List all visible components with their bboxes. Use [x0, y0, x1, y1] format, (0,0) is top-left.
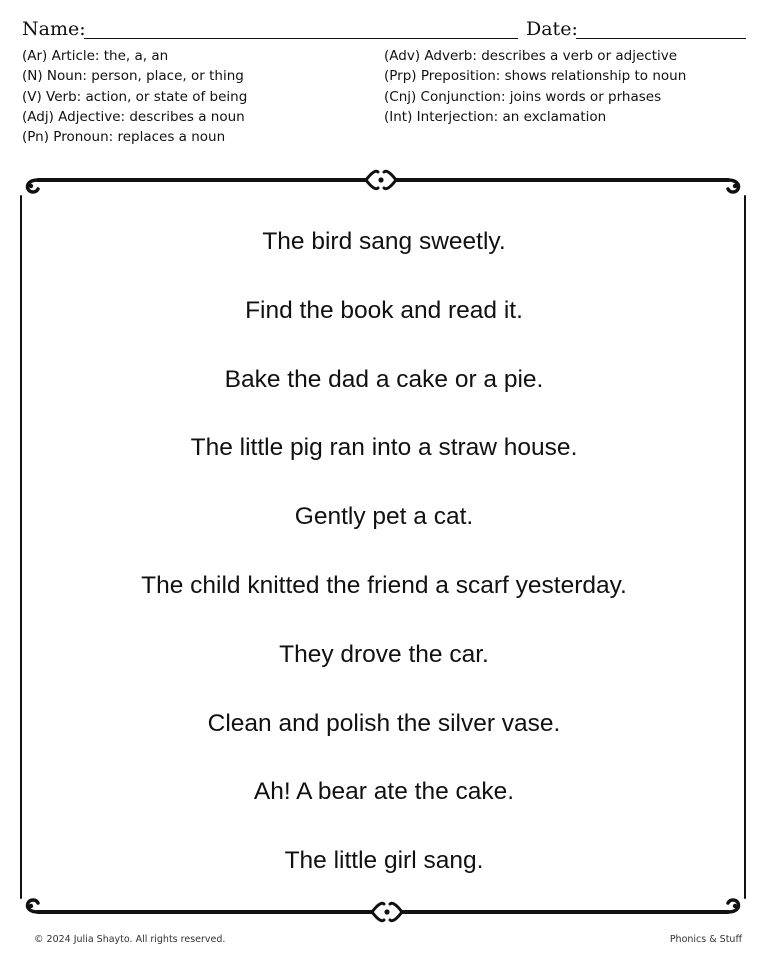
footer-copyright: © 2024 Julia Shayto. All rights reserved.: [34, 934, 226, 945]
sentence: The little pig ran into a straw house.: [190, 434, 578, 462]
legend-item-verb: (V) Verb: action, or state of being: [22, 88, 248, 105]
legend-item-article: (Ar) Article: the, a, an: [22, 48, 169, 64]
legend-item-interjection: (Int) Interjection: an exclamation: [384, 108, 607, 125]
sentence: The bird sang sweetly.: [262, 228, 506, 255]
sentence: Gently pet a cat.: [294, 503, 474, 531]
sentence: The little girl sang.: [284, 847, 484, 875]
legend-item-noun: (N) Noun: person, place, or thing: [22, 68, 244, 85]
legend-item-adjective: (Adj) Adjective: describes a noun: [22, 108, 245, 125]
sentence: Clean and polish the silver vase.: [207, 709, 561, 737]
sentence: Find the book and read it.: [245, 296, 523, 324]
footer-brand: Phonics & Stuff: [669, 934, 742, 945]
sentence-list: [40, 220, 728, 908]
name-label: Name:: [22, 18, 86, 40]
legend-item-preposition: (Prp) Preposition: shows relationship to noun: [384, 68, 687, 85]
sentence: The child knitted the friend a scarf yesterday.: [141, 571, 627, 599]
date-label: Date:: [526, 18, 578, 40]
sentence: Bake the dad a cake or a pie.: [224, 365, 544, 393]
legend-item-conjunction: (Cnj) Conjunction: joins words or prhases: [384, 88, 662, 105]
sentence: They drove the car.: [279, 640, 489, 668]
legend-item-adverb: (Adv) Adverb: describes a verb or adjective: [384, 48, 678, 64]
legend-item-pronoun: (Pn) Pronoun: replaces a noun: [22, 129, 226, 146]
sentence: Ah! A bear ate the cake.: [253, 778, 515, 806]
